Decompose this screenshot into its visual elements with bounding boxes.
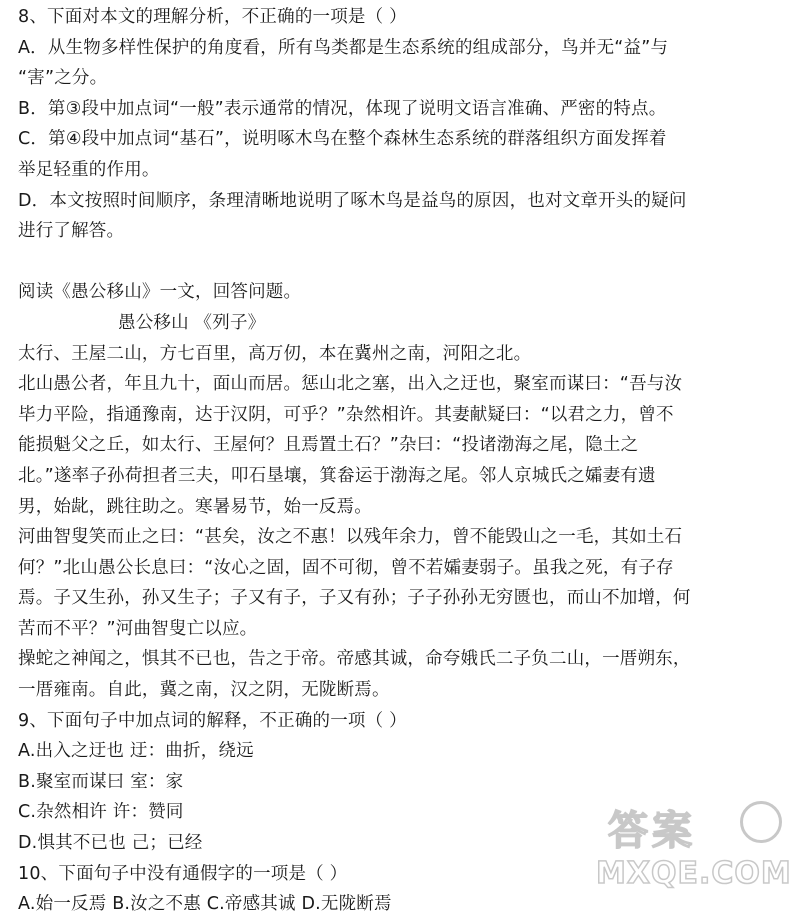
passage-paragraph-2-line2: 毕力平险，指通豫南，达于汉阴，可乎？”杂然相许。其妻献疑曰：“以君之力，曾不 bbox=[18, 404, 674, 425]
q8-option-a-line1: A．从生物多样性保护的角度看，所有鸟类都是生态系统的组成部分，鸟并无“益”与 bbox=[18, 37, 669, 58]
watermark-top-text: 答案 bbox=[608, 808, 696, 854]
q9-option-a: A.出入之迂也 迂：曲折，绕远 bbox=[18, 741, 254, 762]
passage-paragraph-2-line1: 北山愚公者，年且九十，面山而居。惩山北之塞，出入之迂也，聚室而谋曰：“吾与汝 bbox=[18, 374, 683, 395]
passage-paragraph-3-line1: 河曲智叟笑而止之曰：“甚矣，汝之不惠！以残年余力，曾不能毁山之一毛，其如土石 bbox=[18, 527, 683, 548]
watermark-bottom-text: MXQE.COM bbox=[596, 856, 792, 891]
passage-paragraph-4-line2: 一厝雍南。自此，冀之南，汉之阴，无陇断焉。 bbox=[18, 680, 390, 701]
q9-option-b: B.聚室而谋曰 室：家 bbox=[18, 771, 184, 792]
q8-option-d-line2: 进行了解答。 bbox=[18, 221, 125, 242]
passage-title: 愚公移山 《列子》 bbox=[118, 312, 266, 333]
passage-paragraph-2-line3: 能损魁父之丘，如太行、王屋何？且焉置土石？”杂曰：“投诸渤海之尾，隐土之 bbox=[18, 435, 639, 456]
passage-paragraph-3-line2: 何？”北山愚公长息曰：“汝心之固，固不可彻，曾不若孀妻弱子。虽我之死，有子存 bbox=[18, 557, 674, 578]
q8-option-b: B．第③段中加点词“一般”表示通常的情况，体现了说明文语言准确、严密的特点。 bbox=[18, 98, 667, 119]
q8-option-a-line2: “害”之分。 bbox=[18, 68, 108, 89]
q8-stem: 8、下面对本文的理解分析，不正确的一项是（ ） bbox=[18, 7, 407, 27]
passage-paragraph-4-line1: 操蛇之神闻之，惧其不已也，告之于帝。帝感其诚，命夸娥氏二子负二山，一厝朔东， bbox=[18, 649, 691, 670]
q9-option-c: C.杂然相许 许：赞同 bbox=[18, 802, 184, 823]
spacer bbox=[18, 247, 792, 278]
q8-option-d-line1: D．本文按照时间顺序，条理清晰地说明了啄木鸟是益鸟的原因，也对文章开头的疑问 bbox=[18, 190, 687, 211]
q8-option-c-line1: C．第④段中加点词“基石”，说明啄木鸟在整个森林生态系统的群落组织方面发挥着 bbox=[18, 129, 667, 150]
passage-paragraph-1: 太行、王屋二山，方七百里，高万仞，本在冀州之南，河阳之北。 bbox=[18, 343, 532, 364]
passage-paragraph-3-line4: 苦而不平？”河曲智叟亡以应。 bbox=[18, 618, 258, 639]
passage-paragraph-2-line4: 北。”遂率子孙荷担者三夫，叩石垦壤，箕畚运于渤海之尾。邻人京城氏之孀妻有遗 bbox=[18, 465, 656, 486]
reading-instruction: 阅读《愚公移山》一文，回答问题。 bbox=[18, 282, 302, 303]
passage-paragraph-2-line5: 男，始龀，跳往助之。寒暑易节，始一反焉。 bbox=[18, 496, 372, 517]
passage-paragraph-3-line3: 焉。子又生孙，孙又生子；子又有子，子又有孙；子子孙孙无穷匮也，而山不加增，何 bbox=[18, 588, 691, 609]
q9-option-d: D.惧其不已也 己；已经 bbox=[18, 833, 203, 854]
q9-stem: 9、下面句子中加点词的解释，不正确的一项（ ） bbox=[18, 710, 407, 731]
q10-options: A.始一反焉 B.汝之不惠 C.帝感其诚 D.无陇断焉 bbox=[18, 894, 392, 915]
q10-stem: 10、下面句子中没有通假字的一项是（ ） bbox=[18, 863, 348, 884]
q8-option-c-line2: 举足轻重的作用。 bbox=[18, 159, 160, 180]
